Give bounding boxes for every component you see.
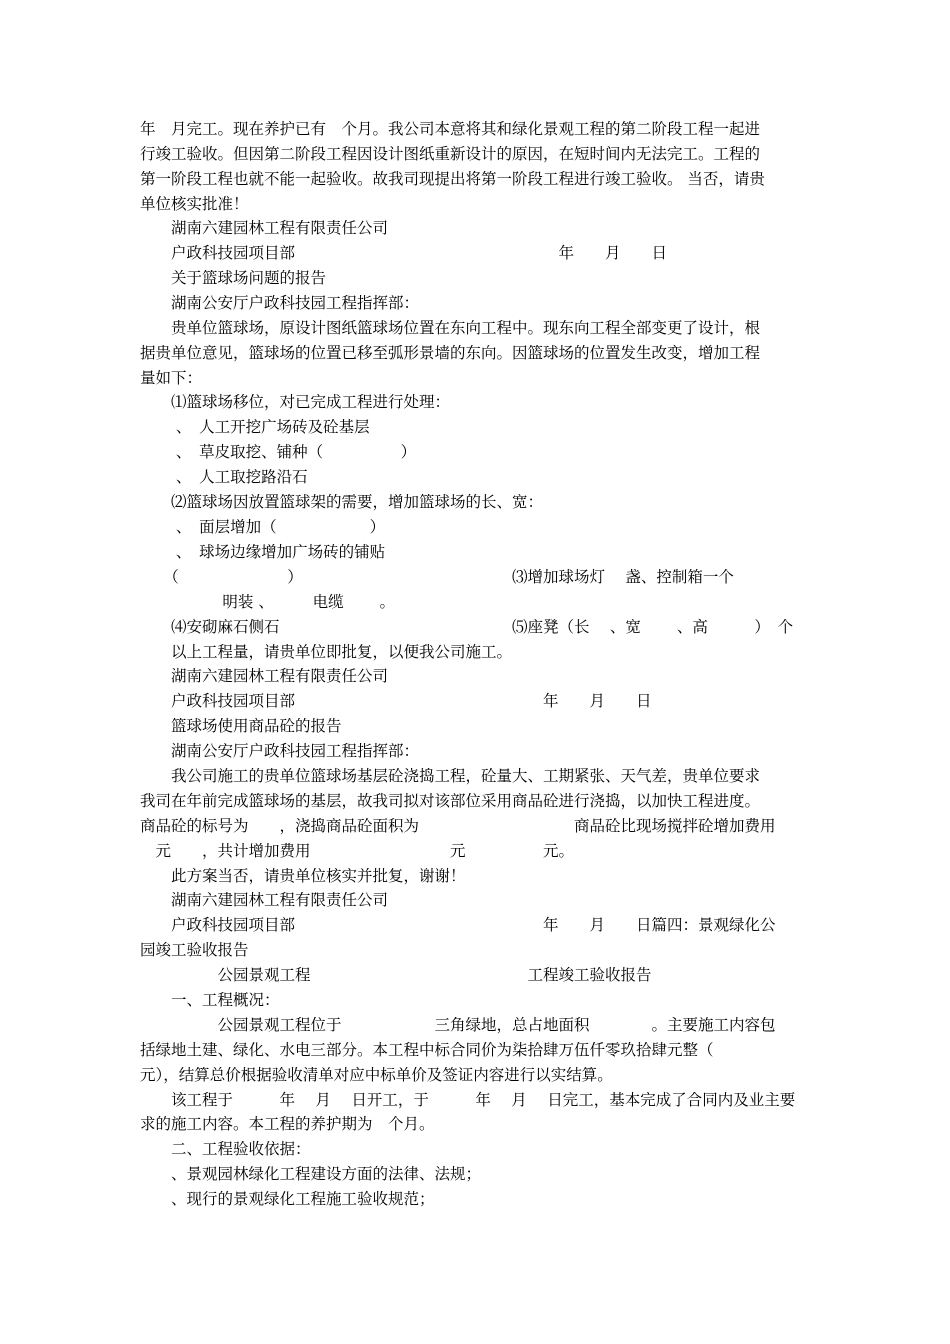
list-item: （ ） ⑶增加球场灯 盏、控制箱一个: [140, 568, 734, 586]
addressee: 湖南公安厅户政科技园工程指挥部：: [140, 294, 420, 312]
list-item: ⑵篮球场因放置篮球架的需要，增加篮球场的长、宽：: [140, 493, 544, 511]
text-line: 该工程于 年 月 日开工，于 年 月 日完工，基本完成了合同内及业主要: [140, 1091, 796, 1109]
list-item: ⑴篮球场移位，对已完成工程进行处理：: [140, 393, 451, 411]
text-line: 此方案当否，请贵单位核实并批复，谢谢！: [140, 867, 466, 885]
section-title: 关于篮球场问题的报告: [140, 269, 327, 287]
signature-dept-date: 户政科技园项目部 年 月 日篇四：景观绿化公: [140, 916, 776, 934]
text-line: 我司在年前完成篮球场的基层，故我司拟对该部位采用商品砼进行浇捣，以加快工程进度。: [140, 792, 761, 810]
addressee: 湖南公安厅户政科技园工程指挥部：: [140, 742, 420, 760]
text-line: 元 ，共计增加费用 元 元。: [140, 842, 575, 860]
list-item: 、现行的景观绿化工程施工验收规范；: [140, 1190, 435, 1208]
section-heading: 一、工程概况：: [140, 991, 280, 1009]
text-line: 我公司施工的贵单位篮球场基层砼浇捣工程，砼量大、工期紧张、天气差，贵单位要求: [140, 767, 761, 785]
text-line: 行竣工验收。但因第二阶段工程因设计图纸重新设计的原因，在短时间内无法完工。工程的: [140, 145, 761, 163]
text-line: 以上工程量，请贵单位即批复，以便我公司施工。: [140, 643, 513, 661]
section-heading: 二、工程验收依据：: [140, 1140, 311, 1158]
signature-company: 湖南六建园林工程有限责任公司: [140, 667, 389, 685]
signature-company: 湖南六建园林工程有限责任公司: [140, 219, 389, 237]
text-line: 商品砼的标号为 ，浇捣商品砼面积为 商品砼比现场搅拌砼增加费用: [140, 817, 776, 835]
list-item: 、 草皮取挖、铺种（ ）: [140, 443, 417, 461]
list-item: 、 球场边缘增加广场砖的铺贴: [140, 543, 386, 561]
text-line: 据贵单位意见，篮球场的位置已移至弧形景墙的东向。因篮球场的位置发生改变，增加工程: [140, 344, 761, 362]
text-line: 第一阶段工程也就不能一起验收。故我司现提出将第一阶段工程进行竣工验收。 当否，请贵: [140, 170, 765, 188]
text-line: 括绿地土建、绿化、水电三部分。本工程中标合同价为柒拾肆万伍仟零玖拾肆元整（: [140, 1041, 714, 1059]
list-item: 、 人工开挖广场砖及砼基层: [140, 418, 370, 436]
text-line: 园竣工验收报告: [140, 941, 249, 959]
list-item: ⑷安砌麻石侧石 ⑸座凳（长 、宽 、高 ） 个: [140, 618, 794, 636]
text-line: 单位核实批准！: [140, 195, 249, 213]
text-line: 公园景观工程位于 三角绿地，总占地面积 。主要施工内容包: [140, 1016, 776, 1034]
text-line: 贵单位篮球场，原设计图纸篮球场位置在东向工程中。现东向工程全部变更了设计，根: [140, 319, 761, 337]
list-item: 明装 、 电缆 。: [140, 593, 396, 611]
list-item: 、 人工取挖路沿石: [140, 468, 308, 486]
text-line: 量如下：: [140, 369, 203, 387]
signature-company: 湖南六建园林工程有限责任公司: [140, 891, 389, 909]
text-line: 年 月完工。现在养护已有 个月。我公司本意将其和绿化景观工程的第二阶段工程一起进: [140, 120, 761, 138]
section-title: 篮球场使用商品砼的报告: [140, 717, 342, 735]
text-line: 元），结算总价根据验收清单对应中标单价及签证内容进行以实结算。: [140, 1066, 613, 1084]
signature-dept-date: 户政科技园项目部 年 月 日: [140, 692, 652, 710]
list-item: 、景观园林绿化工程建设方面的法律、法规；: [140, 1165, 482, 1183]
signature-dept-date: 户政科技园项目部 年 月 日: [140, 244, 668, 262]
text-line: 求的施工内容。本工程的养护期为 个月。: [140, 1115, 435, 1133]
report-title: 公园景观工程 工程竣工验收报告: [140, 966, 652, 984]
list-item: 、 面层增加（ ）: [140, 518, 386, 536]
